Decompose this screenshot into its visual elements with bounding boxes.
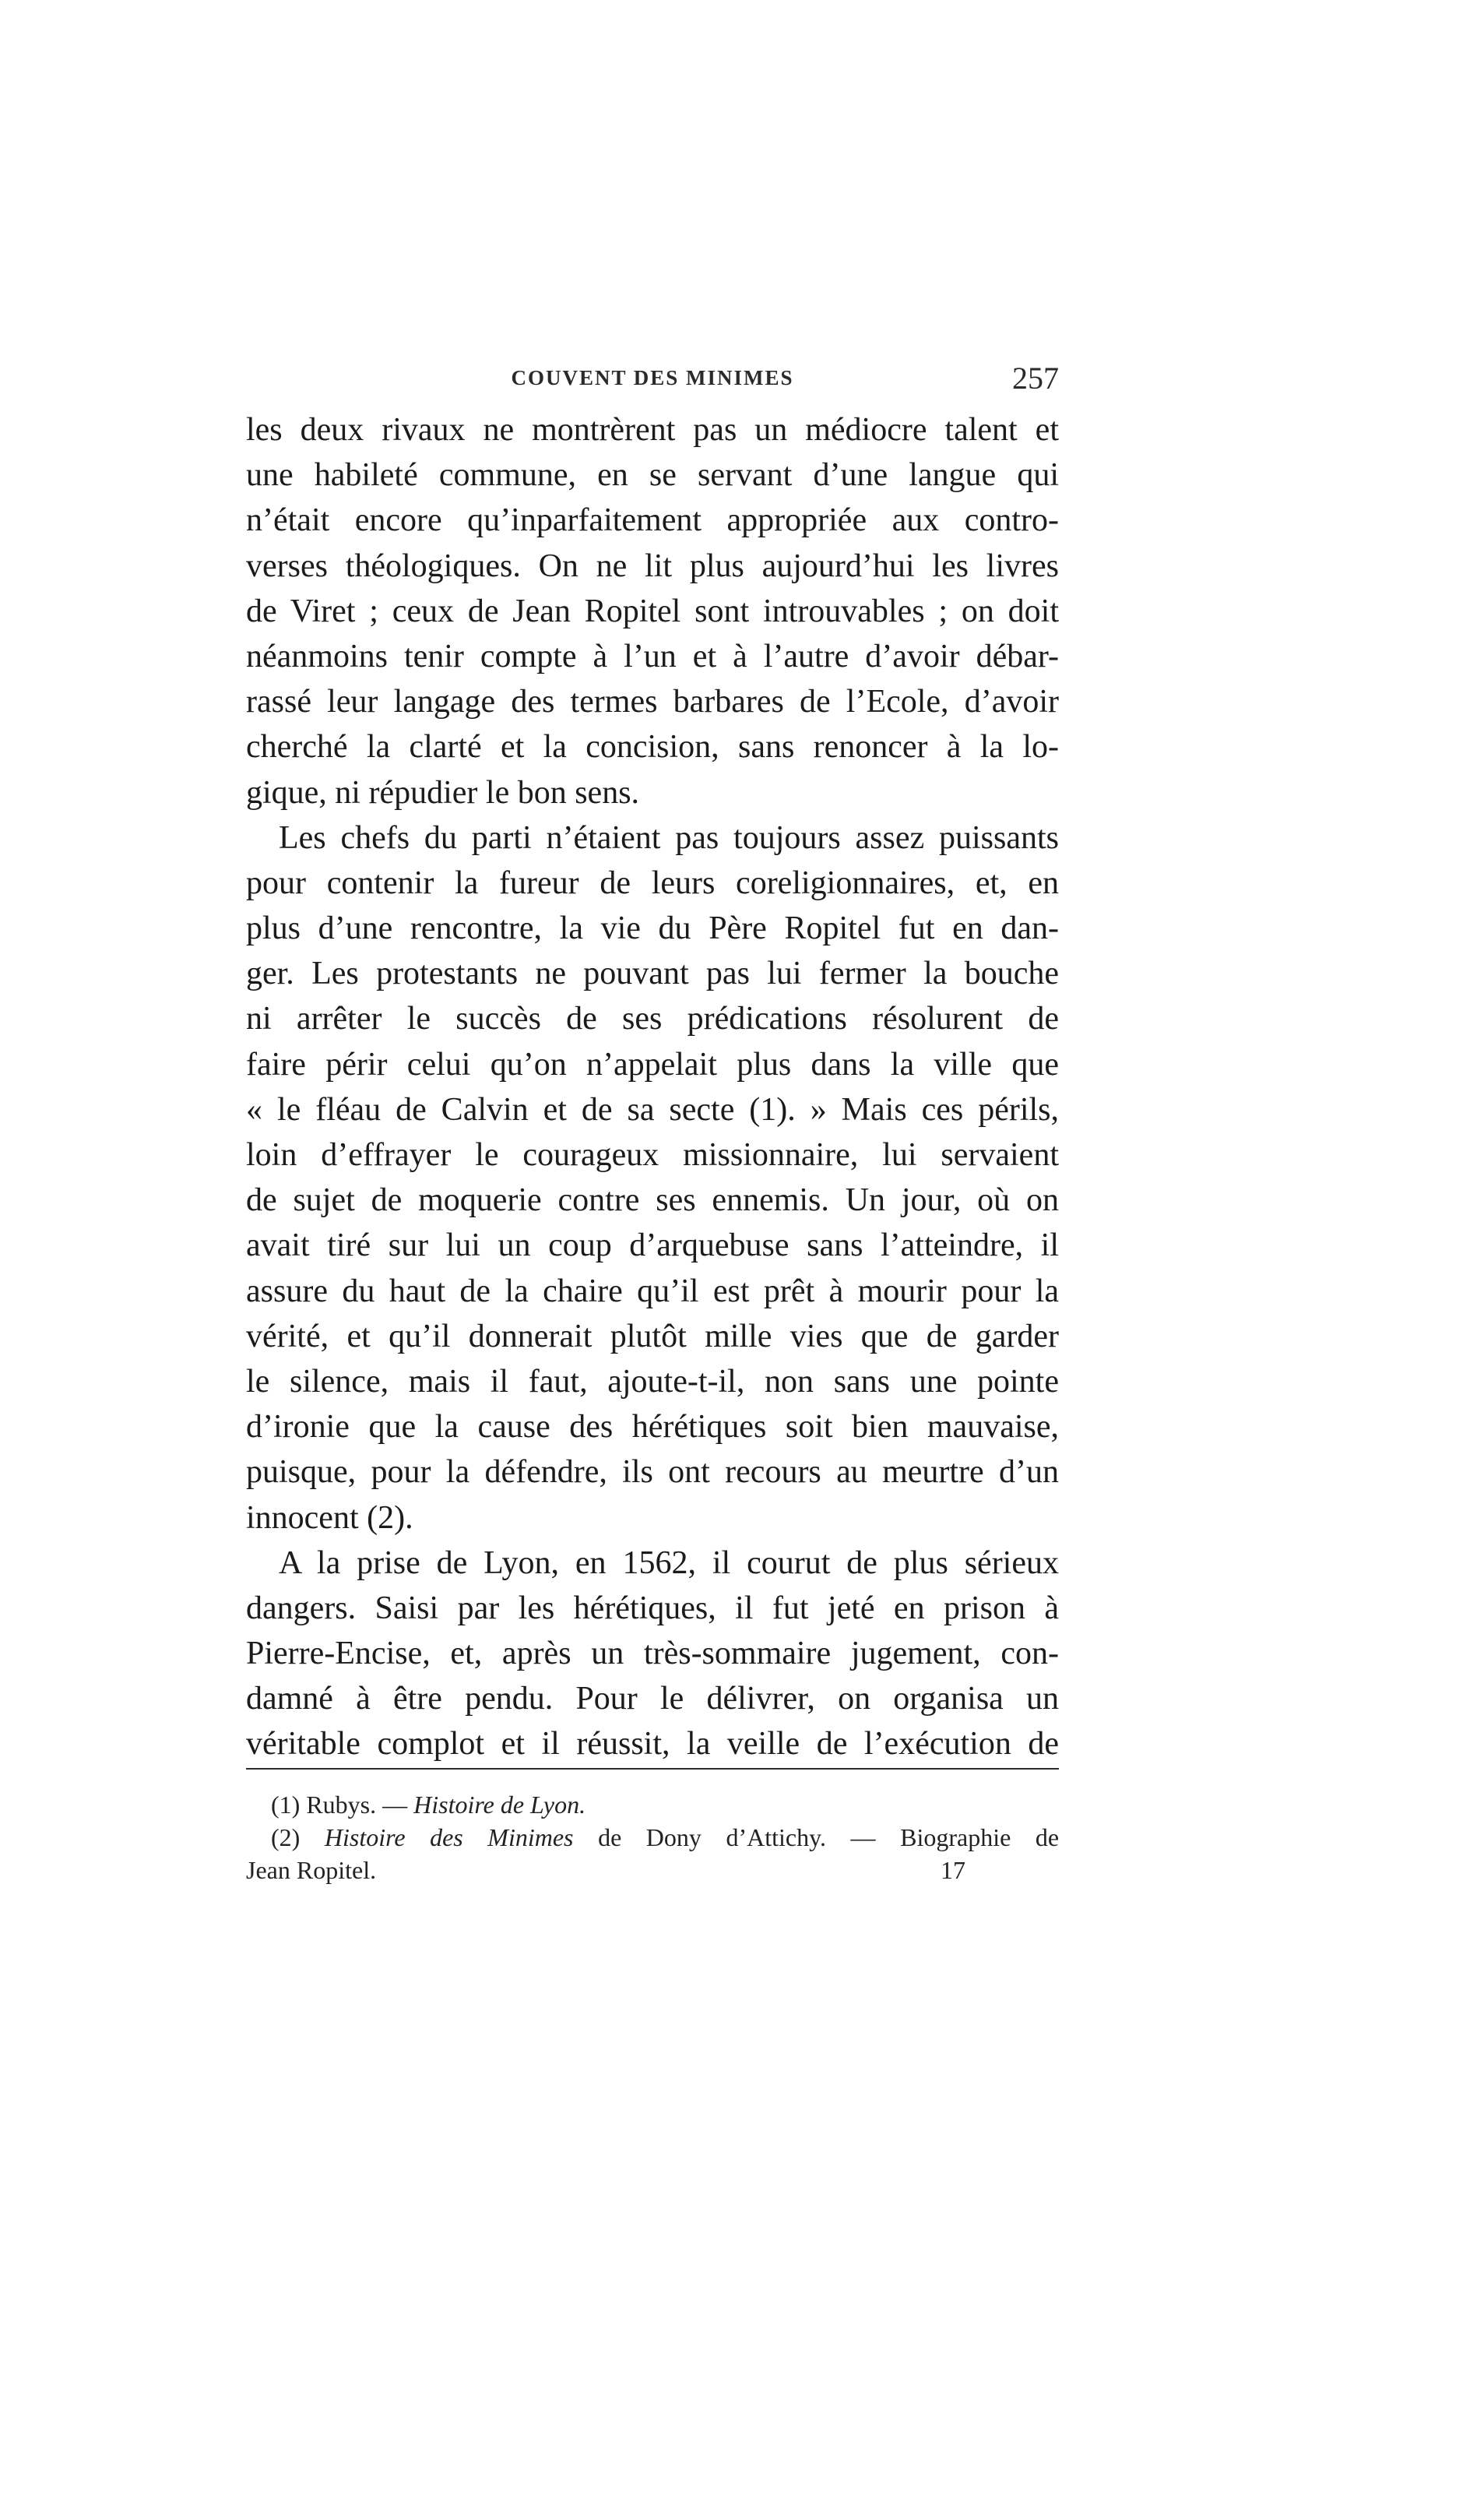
- text-line: plus d’une rencontre, la vie du Père Ropitel fut en dan-: [246, 910, 1059, 947]
- text-line: loin d’effrayer le courageux missionnaire, lui servaient: [246, 1137, 1059, 1173]
- footnotes: [246, 1788, 1059, 1886]
- text-line: de Viret ; ceux de Jean Ropitel sont introuvables ; on doit: [246, 593, 1059, 629]
- text-line: gique, ni répudier le bon sens.: [246, 774, 640, 811]
- text-line: d’ironie que la cause des hérétiques soit bien mauvaise,: [246, 1409, 1059, 1446]
- body-text: [246, 407, 1059, 1767]
- text-line: cherché la clarté et la concision, sans renoncer à la lo-: [246, 729, 1059, 766]
- text-line: les deux rivaux ne montrèrent pas un médiocre talent et: [246, 412, 1059, 448]
- text-line: damné à être pendu. Pour le délivrer, on organisa un: [246, 1681, 1059, 1717]
- footnote-marker: (2): [271, 1823, 301, 1851]
- footnote-title: Histoire de Lyon.: [413, 1791, 586, 1819]
- text-line: pour contenir la fureur de leurs coreligionnaires, et, en: [246, 865, 1059, 901]
- text-line: verses théologiques. On ne lit plus aujourd’hui les livres: [246, 548, 1059, 584]
- text-line: ger. Les protestants ne pouvant pas lui fermer la bouche: [246, 956, 1059, 992]
- footnote-title: Histoire des Minimes: [324, 1823, 574, 1851]
- page-number: 257: [1012, 361, 1059, 396]
- text-line: véritable complot et il réussit, la veille de l’exécution de: [246, 1726, 1059, 1763]
- text-line: innocent (2).: [246, 1499, 413, 1536]
- text-line: puisque, pour la défendre, ils ont recours au meurtre d’un: [246, 1454, 1059, 1491]
- text-line: « le fléau de Calvin et de sa secte (1). » Mais ces périls,: [246, 1091, 1059, 1128]
- footnote-1: [246, 1788, 1059, 1821]
- text-line: de sujet de moquerie contre ses ennemis. Un jour, où on: [246, 1182, 1059, 1219]
- footnote-author: Rubys. —: [306, 1791, 408, 1819]
- text-line: le silence, mais il faut, ajoute-t-il, non sans une pointe: [246, 1363, 1059, 1400]
- footnote-2: [246, 1821, 1059, 1854]
- footnote-text: de Dony d’Attichy. — Biographie de: [598, 1823, 1060, 1851]
- text-line: assure du haut de la chaire qu’il est prêt à mourir pour la: [246, 1273, 1059, 1309]
- paragraph-start-line: Les chefs du parti n’étaient pas toujours assez puissants: [279, 819, 1059, 856]
- signature-mark: 17: [941, 1856, 965, 1884]
- text-line: une habileté commune, en se servant d’une langue qui: [246, 457, 1059, 494]
- text-line: rassé leur langage des termes barbares de l’Ecole, d’avoir: [246, 684, 1059, 720]
- text-line: faire périr celui qu’on n’appelait plus dans la ville que: [246, 1046, 1059, 1083]
- footnote-text: Jean Ropitel.: [246, 1856, 377, 1884]
- text-line: néanmoins tenir compte à l’un et à l’autre d’avoir débar-: [246, 638, 1059, 674]
- text-line: dangers. Saisi par les hérétiques, il fut jeté en prison à: [246, 1590, 1059, 1626]
- paragraph-start-line: A la prise de Lyon, en 1562, il courut de plus sérieux: [279, 1544, 1059, 1581]
- text-line: ni arrêter le succès de ses prédications résolurent de: [246, 1001, 1059, 1037]
- footnote-2-continued: [246, 1854, 1059, 1886]
- footnote-marker: (1): [271, 1791, 301, 1819]
- running-title: COUVENT DES MINIMES: [511, 366, 794, 389]
- text-line: Pierre-Encise, et, après un très-sommaire jugement, con-: [246, 1636, 1059, 1672]
- text-line: vérité, et qu’il donnerait plutôt mille vies que de garder: [246, 1318, 1059, 1354]
- text-line: n’était encore qu’inparfaitement appropriée aux contro-: [246, 502, 1059, 539]
- page-header: [246, 360, 1059, 407]
- text-line: avait tiré sur lui un coup d’arquebuse sans l’atteindre, il: [246, 1227, 1059, 1264]
- footnote-rule: [246, 1768, 1059, 1770]
